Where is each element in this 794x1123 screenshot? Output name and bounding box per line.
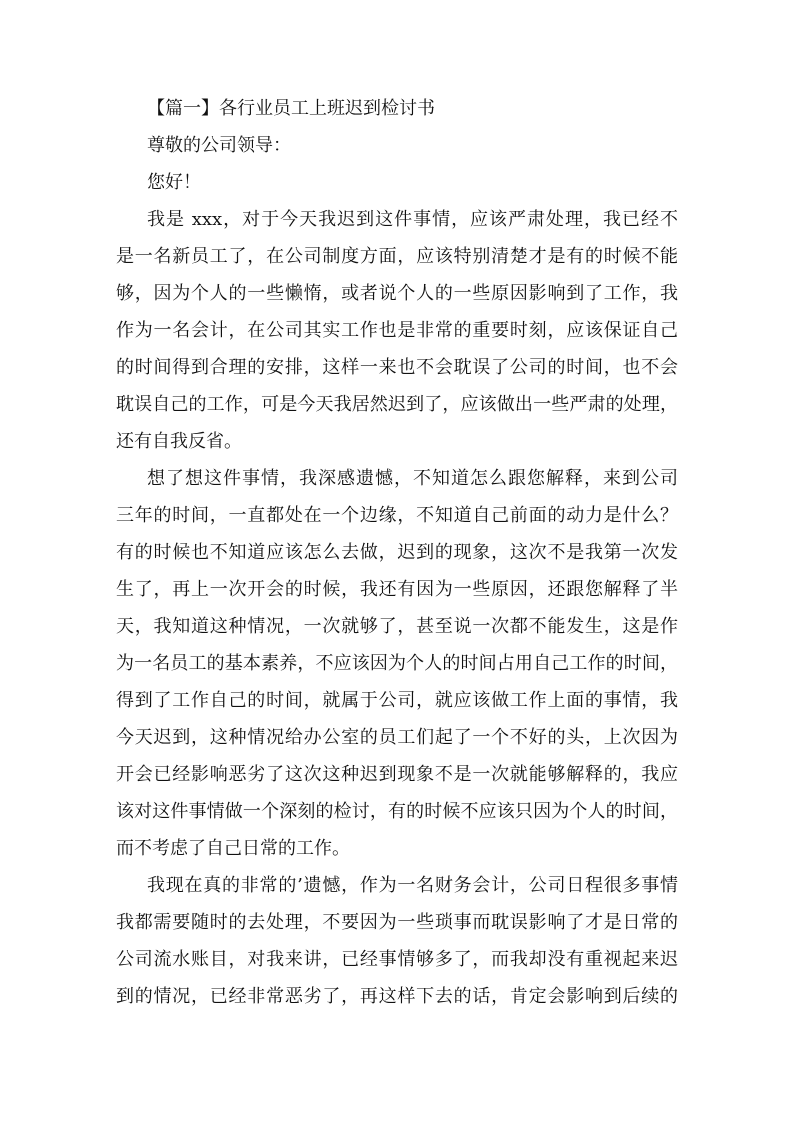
salutation: 尊敬的公司领导： xyxy=(147,135,291,156)
paragraph-3 xyxy=(116,867,678,1015)
document-body xyxy=(116,90,678,1015)
paragraph-line: 为一名员工的基本素养，不应该因为个人的时间占用自己工作的时间， xyxy=(116,653,678,674)
paragraph-line: 公司流水账目，对我来讲，已经事情够多了，而我却没有重视起来迟 xyxy=(116,949,678,970)
paragraph-line: 耽误自己的工作，可是今天我居然迟到了，应该做出一些严肃的处理， xyxy=(116,394,678,415)
paragraph-1 xyxy=(116,201,678,460)
paragraph-line: 该对这件事情做一个深刻的检讨，有的时候不应该只因为个人的时间， xyxy=(116,801,678,822)
paragraph-line: 到的情况，已经非常恶劣了，再这样下去的话，肯定会影响到后续的 xyxy=(116,986,678,1007)
paragraph-line: 还有自我反省。 xyxy=(116,431,242,452)
document-title: 【篇一】各行业员工上班迟到检讨书 xyxy=(147,98,435,119)
paragraph-line: 是一名新员工了，在公司制度方面，应该特别清楚才是有的时候不能 xyxy=(116,246,678,267)
paragraph-line: 三年的时间，一直都处在一个边缘，不知道自己前面的动力是什么？ xyxy=(116,505,678,526)
paragraph-line: 今天迟到，这种情况给办公室的员工们起了一个不好的头，上次因为 xyxy=(116,727,678,748)
paragraph-line: 我现在真的非常的’遗憾，作为一名财务会计，公司日程很多事情 xyxy=(147,875,678,896)
paragraph-line: 想了想这件事情，我深感遗憾，不知道怎么跟您解释，来到公司 xyxy=(147,468,678,489)
paragraph-line: 生了，再上一次开会的时候，我还有因为一些原因，还跟您解释了半 xyxy=(116,579,678,600)
paragraph-line: 够，因为个人的一些懒惰，或者说个人的一些原因影响到了工作，我 xyxy=(116,283,678,304)
paragraph-line: 我是 xxx，对于今天我迟到这件事情，应该严肃处理，我已经不 xyxy=(147,209,678,230)
paragraph-line: 而不考虑了自己日常的工作。 xyxy=(116,838,350,859)
paragraph-line: 天，我知道这种情况，一次就够了，甚至说一次都不能发生，这是作 xyxy=(116,616,678,637)
paragraph-line: 开会已经影响恶劣了这次这种迟到现象不是一次就能够解释的，我应 xyxy=(116,764,678,785)
paragraph-line: 得到了工作自己的时间，就属于公司，就应该做工作上面的事情，我 xyxy=(116,690,678,711)
paragraph-line: 我都需要随时的去处理，不要因为一些琐事而耽误影响了才是日常的 xyxy=(116,912,678,933)
paragraph-line: 的时间得到合理的安排，这样一来也不会耽误了公司的时间，也不会 xyxy=(116,357,678,378)
paragraph-line: 有的时候也不知道应该怎么去做，迟到的现象，这次不是我第一次发 xyxy=(116,542,678,563)
paragraph-line: 作为一名会计，在公司其实工作也是非常的重要时刻，应该保证自己 xyxy=(116,320,678,341)
greeting: 您好！ xyxy=(147,172,201,193)
paragraph-2 xyxy=(116,460,678,867)
